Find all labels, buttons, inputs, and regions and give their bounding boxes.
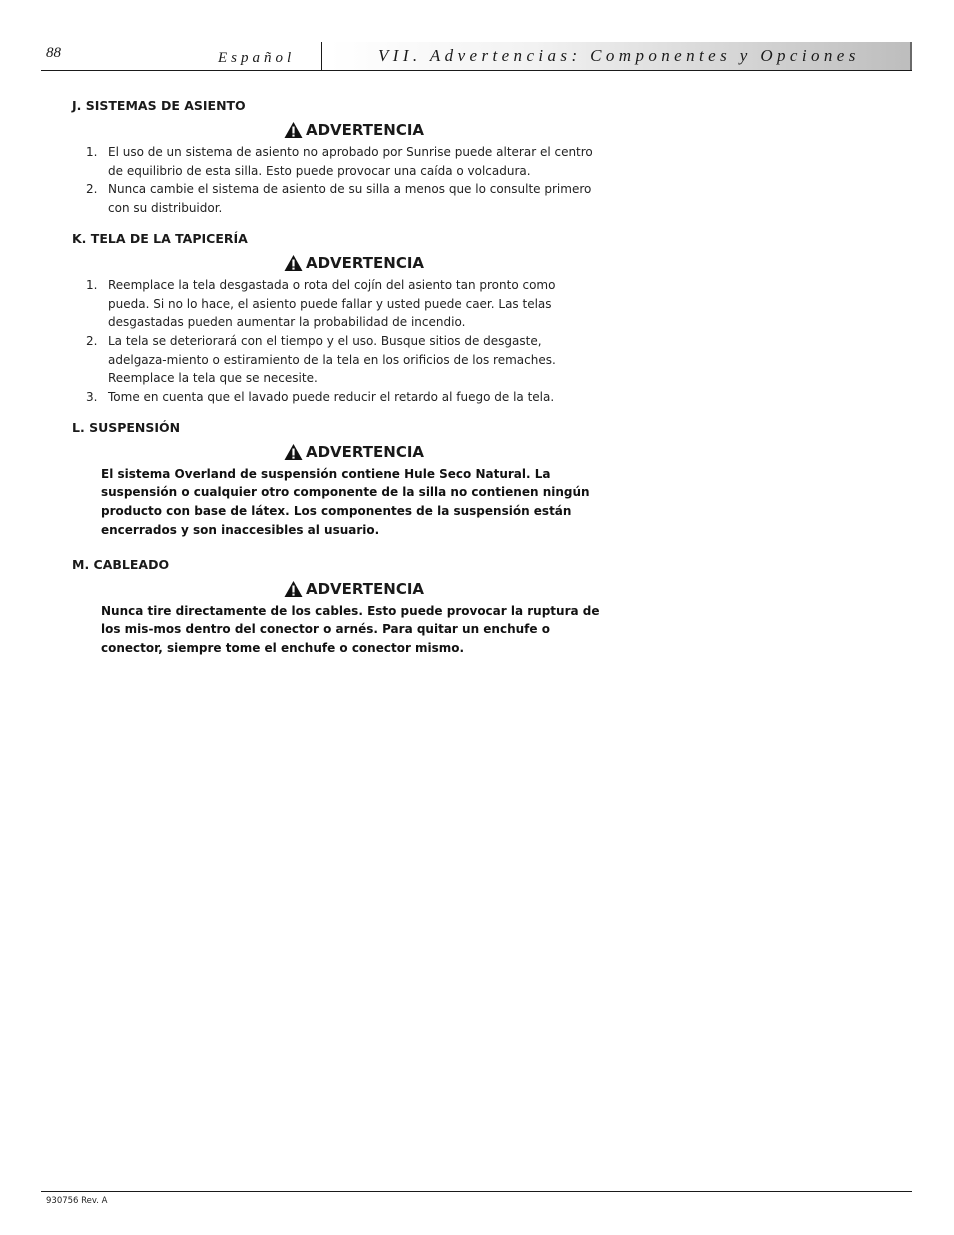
- warning-list: [72, 143, 600, 218]
- warning-header: [284, 578, 600, 600]
- section-wiring: [72, 556, 600, 658]
- section-seating-systems: [72, 97, 600, 218]
- footer-rule: [41, 1191, 912, 1192]
- item-number: 2.: [86, 182, 98, 197]
- page-content: [72, 97, 600, 658]
- section-heading: K. TELA DE LA TAPICERÍA: [72, 230, 248, 246]
- header-band-edge: [910, 42, 912, 70]
- warning-header: [284, 441, 600, 463]
- warning-paragraph: Nunca tire directamente de los cables. Esto puede provocar la ruptura de los mis-mos dentro del conector o arnés. Para quitar un enchufe o conector, siempre tome el enchufe o conector mismo.: [101, 603, 600, 655]
- header-rule: [41, 70, 912, 71]
- list-item: [72, 388, 600, 407]
- item-text: Nunca cambie el sistema de asiento de su silla a menos que lo consulte primero con su distribuidor.: [108, 182, 592, 216]
- page-number: 88: [46, 45, 61, 61]
- header-divider: [321, 42, 322, 70]
- section-heading: M. CABLEADO: [72, 556, 170, 572]
- warning-title: ADVERTENCIA: [306, 442, 425, 461]
- item-number: 2.: [86, 333, 98, 348]
- section-upholstery-fabric: [72, 230, 600, 407]
- language-label: Español: [218, 50, 296, 66]
- warning-triangle-icon: [284, 121, 303, 139]
- item-text: El uso de un sistema de asiento no aprobado por Sunrise puede alterar el centro de equilibrio de esta silla. Esto puede provocar una caída o volcadura.: [108, 145, 593, 178]
- list-item: [72, 332, 600, 388]
- list-item: [72, 143, 600, 180]
- list-item: [72, 276, 600, 332]
- warning-triangle-icon: [284, 254, 303, 272]
- list-item: [72, 180, 600, 217]
- warning-paragraph: El sistema Overland de suspensión contiene Hule Seco Natural. La suspensión o cualquier otro componente de la silla no contienen ningún producto con base de látex. Los componentes de la suspensión están encerrados y son inaccesibles al usuario.: [101, 466, 590, 537]
- warning-list: [72, 276, 600, 407]
- warning-title: ADVERTENCIA: [306, 253, 425, 272]
- chapter-title: VII. Advertencias: Componentes y Opciones: [378, 46, 860, 65]
- warning-triangle-icon: [284, 580, 303, 598]
- item-text: Reemplace la tela desgastada o rota del cojín del asiento tan pronto como pueda. Si no lo hace, el asiento puede fallar y usted puede caer. Las telas desgastadas pueden aumentar la probabilidad de incendio.: [108, 277, 556, 330]
- item-text: Tome en cuenta que el lavado puede reducir el retardo al fuego de la tela.: [108, 390, 555, 405]
- warning-header: [284, 119, 600, 141]
- section-heading: L. SUSPENSIÓN: [72, 419, 181, 435]
- warning-header: [284, 252, 600, 274]
- section-suspension: [72, 419, 600, 540]
- document-code: 930756 Rev. A: [46, 1196, 108, 1206]
- item-text: La tela se deteriorará con el tiempo y el uso. Busque sitios de desgaste, adelgaza-miento o estiramiento de la tela en los orificios de los remaches. Reemplace la tela que se necesite.: [108, 333, 556, 386]
- item-number: 1.: [86, 145, 98, 159]
- section-heading: J. SISTEMAS DE ASIENTO: [72, 98, 246, 113]
- warning-title: ADVERTENCIA: [306, 579, 425, 598]
- warning-triangle-icon: [284, 443, 303, 461]
- item-number: 1.: [86, 277, 98, 292]
- item-number: 3.: [86, 390, 98, 405]
- warning-title: ADVERTENCIA: [306, 121, 425, 139]
